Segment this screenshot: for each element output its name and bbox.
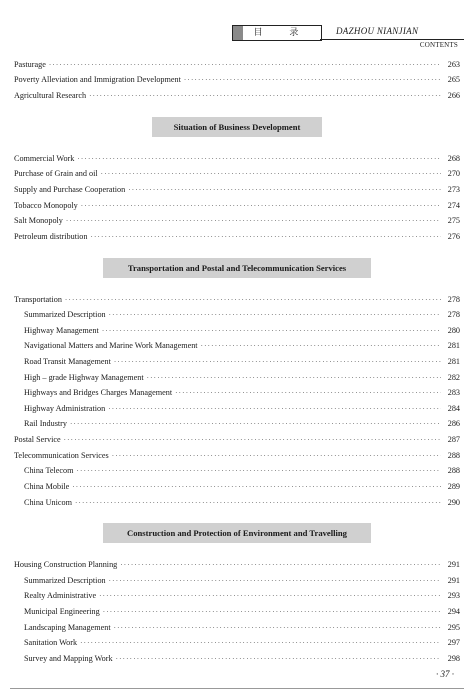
- toc-entry-label: Supply and Purchase Cooperation: [14, 185, 126, 194]
- toc-entry-page: 298: [447, 654, 460, 663]
- toc-entry: [14, 231, 460, 243]
- toc-entry: [14, 168, 460, 180]
- toc-entry: [14, 90, 460, 102]
- toc-entry-label: Highway Administration: [24, 404, 106, 413]
- toc-entry-page: 286: [447, 419, 460, 428]
- toc-entry-label: Salt Monopoly: [14, 216, 63, 225]
- section-heading: Construction and Protection of Environment and Travelling: [103, 523, 371, 543]
- toc-entry: [14, 74, 460, 86]
- section-heading: Situation of Business Development: [152, 117, 322, 137]
- dot-leader: [103, 606, 441, 618]
- toc-entry-label: Telecommunication Services: [14, 451, 109, 460]
- toc-entry-page: 281: [447, 357, 460, 366]
- toc-entry-label: Summarized Description: [24, 310, 106, 319]
- toc-entry-label: Survey and Mapping Work: [24, 654, 113, 663]
- dot-leader: [49, 59, 441, 71]
- dot-leader: [101, 168, 441, 180]
- yearbook-title: DAZHOU NIANJIAN: [336, 26, 419, 36]
- toc-entry-page: 266: [447, 91, 460, 100]
- toc-entry: [14, 450, 460, 462]
- dot-leader: [109, 575, 441, 587]
- toc-subentry: [24, 356, 460, 368]
- toc-entry-label: Sanitation Work: [24, 638, 78, 647]
- toc-subentry: [24, 418, 460, 430]
- toc-entry-label: Navigational Matters and Marine Work Management: [24, 341, 198, 350]
- toc-entry-page: 283: [447, 388, 460, 397]
- toc-entry-page: 288: [447, 466, 460, 475]
- toc-entry-page: 275: [447, 216, 460, 225]
- toc-entry-label: Highway Management: [24, 326, 99, 335]
- toc-entry-label: Agricultural Research: [14, 91, 87, 100]
- dot-leader: [102, 325, 441, 337]
- toc-subentry: [24, 309, 460, 321]
- toc-entry-label: Road Transit Management: [24, 357, 111, 366]
- header-rule: [320, 39, 464, 40]
- toc-subentry: [24, 325, 460, 337]
- header-chinese-label: 目 录: [253, 28, 311, 38]
- toc-entry-page: 282: [447, 373, 460, 382]
- dot-leader: [108, 403, 441, 415]
- toc-entry: [14, 434, 460, 446]
- dot-leader: [201, 340, 441, 352]
- dot-leader: [77, 153, 441, 165]
- toc-entry: [14, 294, 460, 306]
- toc-entry-label: Summarized Description: [24, 576, 106, 585]
- header-tab-block: [233, 26, 243, 40]
- toc-entry-label: Landscaping Management: [24, 623, 111, 632]
- toc-entry-page: 297: [447, 638, 460, 647]
- toc-subentry: [24, 403, 460, 415]
- toc-entry: [14, 559, 460, 571]
- toc-subentry: [24, 606, 460, 618]
- page-number: · 37 ·: [436, 669, 454, 679]
- toc-entry-page: 287: [447, 435, 460, 444]
- toc-subentry: [24, 465, 460, 477]
- dot-leader: [64, 434, 441, 446]
- toc-entry-page: 289: [447, 482, 460, 491]
- dot-leader: [114, 622, 441, 634]
- toc-subentry: [24, 590, 460, 602]
- toc-entry-page: 291: [447, 576, 460, 585]
- toc-entry-label: Rail Industry: [24, 419, 67, 428]
- section-heading: Transportation and Postal and Telecommunication Services: [103, 258, 371, 278]
- contents-label: CONTENTS: [419, 41, 458, 49]
- toc-subentry: [24, 622, 460, 634]
- toc-subentry: [24, 637, 460, 649]
- toc-entry-page: 288: [447, 451, 460, 460]
- bottom-edge-rule: [10, 688, 464, 689]
- toc-subentry: [24, 372, 460, 384]
- toc-entry-page: 294: [447, 607, 460, 616]
- toc-entry-label: Pasturage: [14, 60, 46, 69]
- toc-subentry: [24, 340, 460, 352]
- toc-subentry: [24, 575, 460, 587]
- toc-subentry: [24, 497, 460, 509]
- toc-entry-label: Postal Service: [14, 435, 61, 444]
- toc-entry-page: 281: [447, 341, 460, 350]
- dot-leader: [66, 215, 441, 227]
- toc-entry: [14, 153, 460, 165]
- toc-entry-page: 268: [447, 154, 460, 163]
- header-label-box: [232, 25, 322, 41]
- dot-leader: [70, 418, 441, 430]
- toc-entry-label: Poverty Alleviation and Immigration Development: [14, 75, 181, 84]
- dot-leader: [184, 74, 441, 86]
- toc-entry-label: High – grade Highway Management: [24, 373, 144, 382]
- dot-leader: [128, 184, 441, 196]
- toc-entry: [14, 200, 460, 212]
- dot-leader: [112, 450, 441, 462]
- toc-entry: [14, 59, 460, 71]
- toc-entry-label: Highways and Bridges Charges Management: [24, 388, 173, 397]
- dot-leader: [77, 465, 441, 477]
- dot-leader: [114, 356, 441, 368]
- toc-entry-page: 265: [447, 75, 460, 84]
- toc-entry-label: Municipal Engineering: [24, 607, 100, 616]
- dot-leader: [81, 200, 441, 212]
- dot-leader: [65, 294, 441, 306]
- toc-entry-label: China Unicom: [24, 498, 72, 507]
- toc-entry-label: Realty Administrative: [24, 591, 97, 600]
- dot-leader: [175, 387, 441, 399]
- toc-entry-label: China Mobile: [24, 482, 70, 491]
- toc-entry-label: China Telecom: [24, 466, 74, 475]
- toc-entry-page: 274: [447, 201, 460, 210]
- dot-leader: [109, 309, 441, 321]
- toc-entry-page: 263: [447, 60, 460, 69]
- dot-leader: [72, 481, 441, 493]
- toc-subentry: [24, 387, 460, 399]
- dot-leader: [116, 653, 441, 665]
- toc-entry-label: Petroleum distribution: [14, 232, 88, 241]
- toc-entry-page: 276: [447, 232, 460, 241]
- toc-entry-page: 278: [447, 310, 460, 319]
- toc-entry: [14, 215, 460, 227]
- toc-subentry: [24, 481, 460, 493]
- toc-entry-label: Purchase of Grain and oil: [14, 169, 98, 178]
- toc-entry-label: Tobacco Monopoly: [14, 201, 78, 210]
- toc-entry: [14, 184, 460, 196]
- dot-leader: [89, 90, 441, 102]
- dot-leader: [75, 497, 441, 509]
- toc-entry-page: 280: [447, 326, 460, 335]
- toc-entry-page: 291: [447, 560, 460, 569]
- toc-entry-page: 273: [447, 185, 460, 194]
- toc-subentry: [24, 653, 460, 665]
- toc-entry-label: Housing Construction Planning: [14, 560, 118, 569]
- dot-leader: [120, 559, 441, 571]
- dot-leader: [99, 590, 441, 602]
- toc-entry-label: Commercial Work: [14, 154, 75, 163]
- dot-leader: [80, 637, 441, 649]
- dot-leader: [147, 372, 441, 384]
- toc-entry-page: 290: [447, 498, 460, 507]
- toc-entry-page: 284: [447, 404, 460, 413]
- toc-entry-page: 278: [447, 295, 460, 304]
- toc-entry-label: Transportation: [14, 295, 62, 304]
- dot-leader: [90, 231, 441, 243]
- toc-entry-page: 293: [447, 591, 460, 600]
- toc-entry-page: 270: [447, 169, 460, 178]
- toc-entry-page: 295: [447, 623, 460, 632]
